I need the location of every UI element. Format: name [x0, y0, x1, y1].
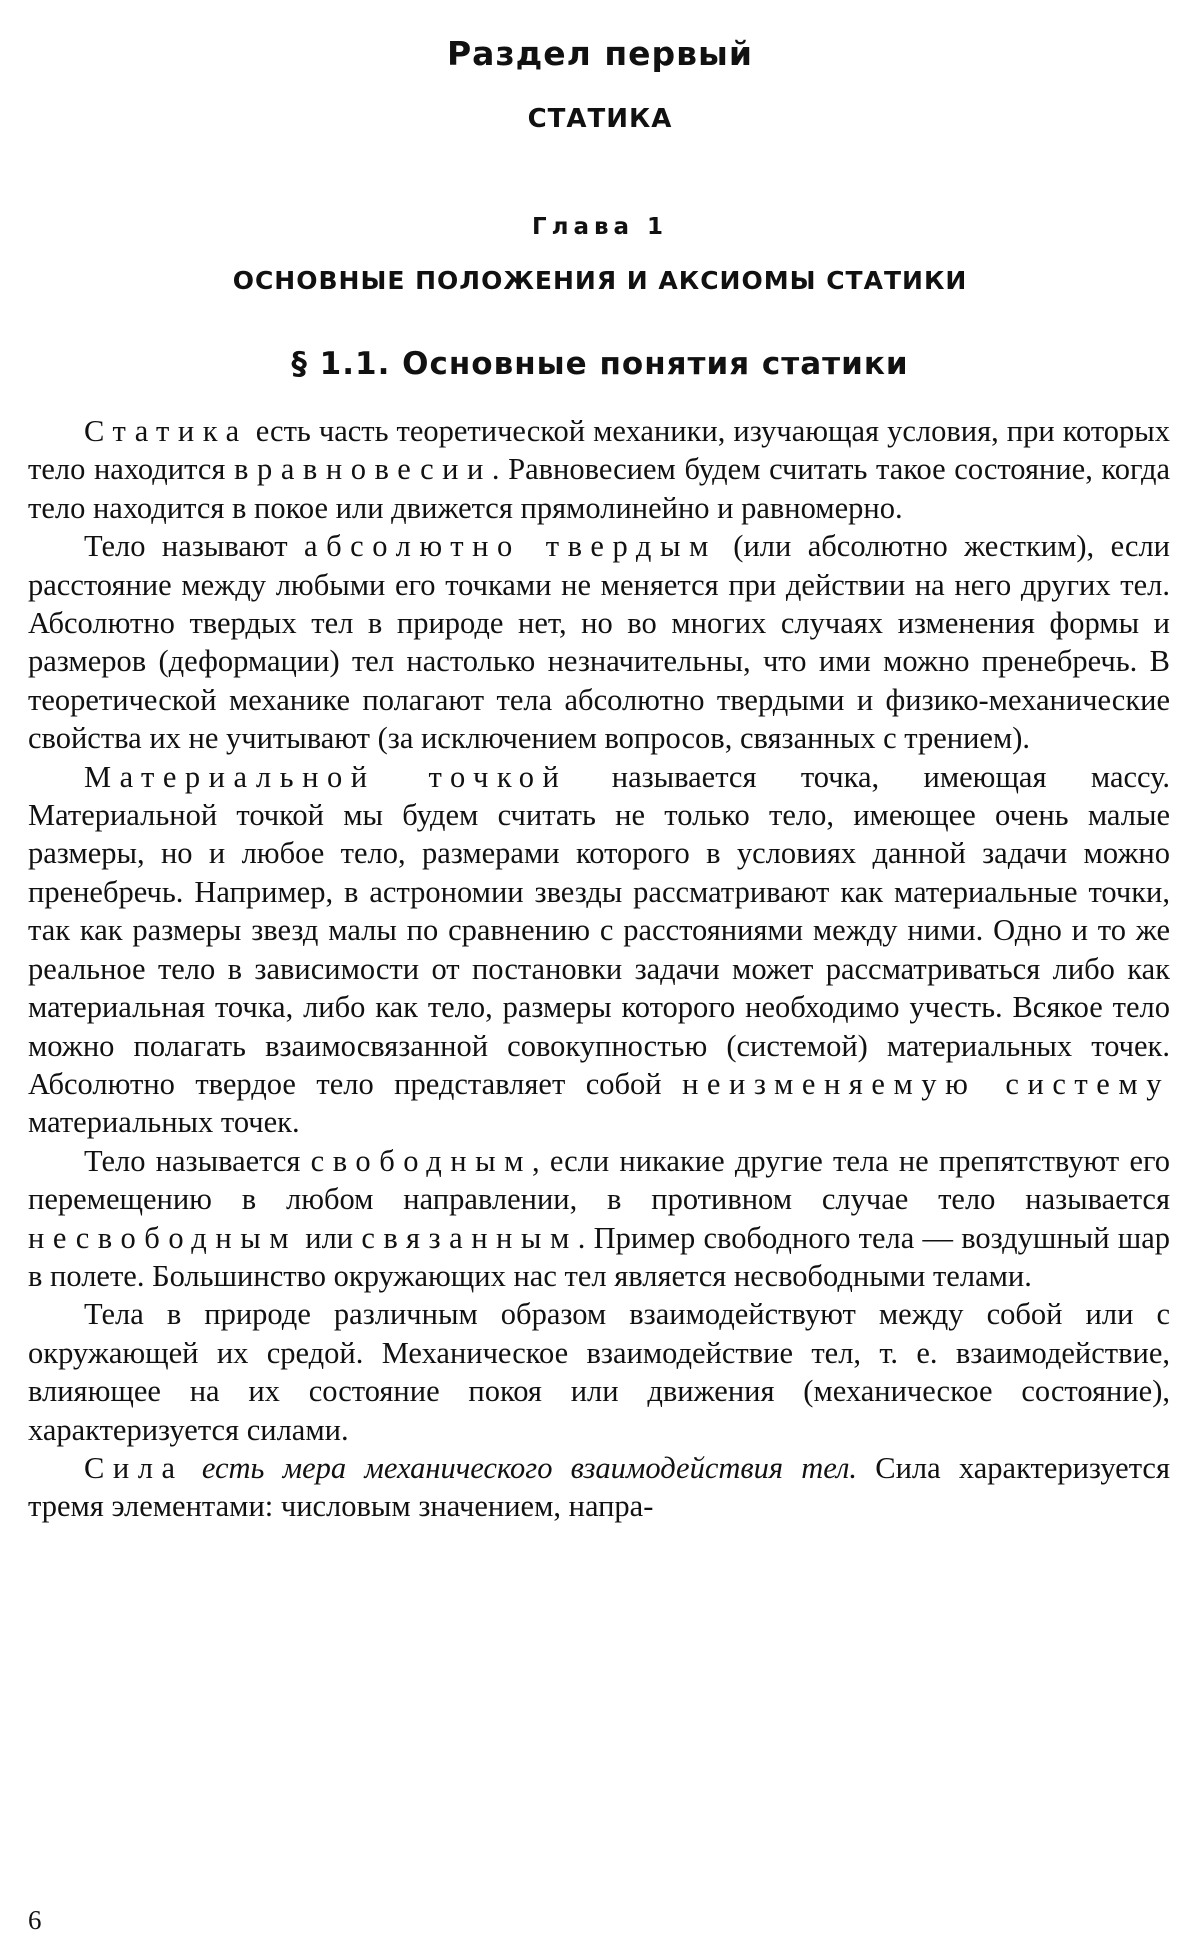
- paragraph-text: называется точка, имеющая массу. Материальной точкой мы будем считать не только тело, имеющее очень малые размеры, но и любое тело, размерами которого в условиях данной задачи можно пренебречь. Например, в астрономии звезды рассматривают как материальные точки, так как размеры звезд малы по сравнению с расстояниями между ними. Одно и то же реальное тело в зависимости от постановки задачи может рассматриваться либо как материальная точка, либо как тело, размеры которого необходимо учесть. Всякое тело можно полагать взаимосвязанной совокупностью (системой) материальных точек. Абсолютно твердое тело представляет собой: [28, 759, 1171, 1101]
- chapter-label: Глава 1: [531, 214, 669, 240]
- paragraph-text: материальных точек.: [28, 1105, 300, 1140]
- term-equilibrium: равновесии: [257, 452, 492, 487]
- paragraph-text: или: [297, 1220, 362, 1255]
- paragraph-free-body: [28, 1142, 1170, 1296]
- paragraph-text: , если никакие другие тела не препятствуют его перемещению в любом направлении, в противном случае тело называется: [28, 1143, 1170, 1217]
- paragraph-text: Тело называется: [84, 1143, 311, 1178]
- term-rigid-body: абсолютно твердым: [304, 529, 717, 564]
- paragraph-text: Тело называют: [84, 529, 305, 564]
- term-free: свободным: [310, 1143, 532, 1178]
- paragraph-text: Сила характеризуется тремя элементами: числовым значением, напра-: [28, 1450, 1170, 1524]
- term-force: Сила: [84, 1450, 184, 1485]
- paragraph-text: (или абсолютно жестким), если расстояние между любыми его точками не меняется при действии на него других тел. Абсолютно твердых тел в природе нет, но во многих случаях изменения формы и размеров (деформации) тел настолько незначительны, что ими можно пренебречь. В теоретической механике полагают тела абсолютно твердыми и физико-механические свойства их не учитывают (за исключением вопросов, связанных с трением).: [28, 529, 1171, 756]
- paragraph-statics: [28, 412, 1170, 527]
- term-statics: Статика: [84, 414, 248, 448]
- paragraph-text: есть часть теоретической механики, изучающая условия, при которых тело находится в: [28, 414, 1170, 487]
- term-unchangeable-system: неизменяемую систему: [682, 1066, 1170, 1101]
- force-definition: есть мера механического взаимодействия тел.: [183, 1450, 858, 1485]
- chapter-title: ОСНОВНЫЕ ПОЛОЖЕНИЯ И АКСИОМЫ СТАТИКИ: [232, 266, 968, 295]
- paragraph-material-point: [28, 758, 1170, 1142]
- paragraph-rigid-body: [28, 527, 1170, 757]
- part-subtitle: СТАТИКА: [527, 104, 673, 134]
- term-non-free: несвободным: [28, 1220, 298, 1255]
- paragraph-force: [28, 1449, 1170, 1526]
- paragraph-text: . Равновесием будем считать такое состояние, когда тело находится в покое или движется прямолинейно и равномерно.: [28, 452, 1170, 525]
- paragraph-text: Тела в природе различным образом взаимодействуют между собой или с окружающей их средой. Механическое взаимодействие тел, т. е. взаимодействие, влияющее на их состояние покоя или движения (механическое состояние), характеризуется силами.: [28, 1297, 1170, 1447]
- body-text: [28, 412, 1170, 1526]
- paragraph-text: . Пример свободного тела — воздушный шар в полете. Большинство окружающих нас тел является несвободными телами.: [28, 1220, 1171, 1293]
- paragraph-interaction: [28, 1295, 1170, 1449]
- page-number: 6: [28, 1905, 42, 1935]
- term-bound: связанным: [361, 1220, 578, 1255]
- term-material-point: Материальной точкой: [84, 759, 568, 794]
- section-title: § 1.1. Основные понятия статики: [291, 346, 909, 382]
- part-title: Раздел первый: [447, 34, 753, 73]
